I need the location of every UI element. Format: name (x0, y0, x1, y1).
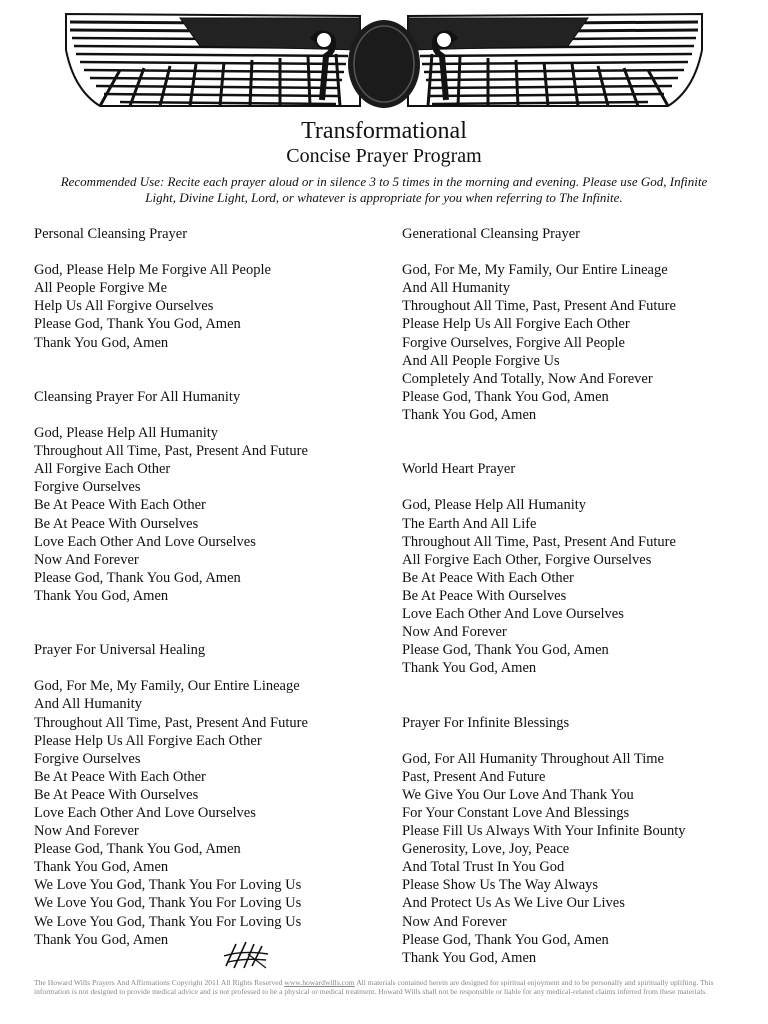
prayer-section (34, 388, 399, 605)
prayer-section (34, 225, 399, 352)
prayer-section (34, 641, 399, 949)
prayer-line: Be At Peace With Ourselves (34, 515, 199, 532)
prayer-line: Forgive Ourselves (34, 479, 141, 496)
prayer-section (402, 460, 767, 677)
prayer-line: Be At Peace With Each Other (34, 768, 206, 785)
prayer-line: Please God, Thank You God, Amen (34, 841, 241, 858)
prayer-heading: Prayer For Infinite Blessings (402, 714, 570, 731)
prayer-line: All Forgive Each Other (34, 461, 171, 478)
prayer-line: Forgive Ourselves (34, 750, 141, 767)
prayer-line: Help Us All Forgive Ourselves (34, 298, 214, 315)
prayer-line: Thank You God, Amen (34, 859, 169, 876)
prayer-heading: Cleansing Prayer For All Humanity (34, 388, 241, 405)
prayer-line: God, For Me, My Family, Our Entire Lineage (402, 262, 668, 279)
prayer-line: God, For Me, My Family, Our Entire Lineage (34, 678, 300, 695)
prayer-line: God, Please Help All Humanity (402, 497, 587, 514)
prayer-line: Throughout All Time, Past, Present And Future (402, 298, 676, 315)
prayer-line: Past, Present And Future (402, 768, 546, 785)
prayer-line: And All People Forgive Us (402, 352, 560, 369)
prayer-line: Be At Peace With Each Other (34, 497, 206, 514)
prayer-line: And All Humanity (402, 280, 510, 297)
prayer-line: We Love You God, Thank You For Loving Us (34, 877, 302, 894)
prayer-line: Be At Peace With Each Other (402, 569, 574, 586)
prayer-line: Please Help Us All Forgive Each Other (402, 316, 630, 333)
prayer-line: Throughout All Time, Past, Present And Future (34, 443, 308, 460)
prayer-line: All People Forgive Me (34, 280, 168, 297)
prayer-line: Thank You God, Amen (402, 660, 537, 677)
prayer-line: Now And Forever (34, 551, 139, 568)
footer-text: All materials contained herein are designed for spiritual enjoyment and to be personally and spiritually uplifting. This information is not designed to provide medical advice and is not professed to be a physical or medical treatment. Howard Wills shall not be responsible or liable for any medical-related claims inferred from these materials. (34, 978, 714, 996)
prayer-line: Be At Peace With Ourselves (402, 587, 567, 604)
website-link[interactable]: www.howardwills.com (284, 978, 355, 987)
prayer-line: Thank You God, Amen (402, 949, 537, 966)
prayer-line: Thank You God, Amen (34, 587, 169, 604)
recommended-use-note: Recommended Use: Recite each prayer aloud or in silence 3 to 5 times in the morning and evening. Please use God, Infinite Light, Divine Light, Lord, or whatever is appropriate for you when referring to The Infinite. (60, 174, 708, 205)
prayer-line: We Love You God, Thank You For Loving Us (34, 913, 302, 930)
prayer-line: Please God, Thank You God, Amen (402, 642, 609, 659)
prayer-heading: World Heart Prayer (402, 461, 516, 478)
prayer-line: God, For All Humanity Throughout All Time (402, 750, 664, 767)
prayer-line: Forgive Ourselves, Forgive All People (402, 334, 625, 351)
prayer-line: Throughout All Time, Past, Present And Future (402, 533, 676, 550)
prayer-line: The Earth And All Life (402, 515, 537, 532)
prayer-line: Please Fill Us Always With Your Infinite Bounty (402, 823, 686, 840)
prayer-line: We Love You God, Thank You For Loving Us (34, 895, 302, 912)
prayer-line: We Give You Our Love And Thank You (402, 786, 634, 803)
prayer-section (402, 714, 767, 967)
footer-text: The Howard Wills Prayers And Affirmations Copyright 2011 All Rights Reserved (34, 978, 285, 987)
prayer-line: Love Each Other And Love Ourselves (34, 805, 256, 821)
prayer-line: Now And Forever (402, 913, 507, 930)
prayer-line: God, Please Help Me Forgive All People (34, 262, 271, 279)
prayer-heading: Personal Cleansing Prayer (34, 226, 188, 242)
prayer-line: Be At Peace With Ourselves (34, 786, 199, 803)
prayer-line: Please God, Thank You God, Amen (34, 569, 241, 586)
page-title: Transformational (301, 118, 467, 144)
prayer-line: Now And Forever (402, 624, 507, 641)
prayer-section (402, 225, 767, 424)
signature-mark-icon (222, 938, 270, 972)
prayer-line: Completely And Totally, Now And Forever (402, 370, 653, 387)
prayer-line: And Total Trust In You God (402, 859, 565, 876)
prayer-heading: Generational Cleansing Prayer (402, 226, 580, 242)
prayer-line: And All Humanity (34, 696, 142, 713)
prayer-heading: Prayer For Universal Healing (34, 642, 206, 659)
prayer-line: Thank You God, Amen (34, 931, 169, 948)
prayer-line: Generosity, Love, Joy, Peace (402, 841, 570, 858)
prayer-line: God, Please Help All Humanity (34, 425, 219, 442)
prayer-line: Thank You God, Amen (402, 406, 537, 423)
winged-disk-emblem-icon (60, 10, 708, 118)
prayer-line: Throughout All Time, Past, Present And Future (34, 714, 308, 731)
prayer-line: Please God, Thank You God, Amen (402, 388, 609, 405)
prayer-line: Love Each Other And Love Ourselves (34, 533, 256, 550)
prayer-line: Please Help Us All Forgive Each Other (34, 732, 262, 749)
prayer-line: All Forgive Each Other, Forgive Ourselves (402, 551, 652, 568)
prayer-line: And Protect Us As We Live Our Lives (402, 895, 625, 912)
prayer-line: For Your Constant Love And Blessings (402, 805, 630, 821)
prayer-line: Love Each Other And Love Ourselves (402, 605, 624, 622)
left-column (34, 225, 399, 949)
prayer-line: Now And Forever (34, 823, 139, 840)
footer-disclaimer (34, 978, 744, 996)
page-subtitle: Concise Prayer Program (286, 145, 482, 167)
prayer-line: Please God, Thank You God, Amen (402, 931, 609, 948)
prayer-line: Please Show Us The Way Always (402, 877, 599, 894)
prayer-line: Please God, Thank You God, Amen (34, 316, 241, 333)
right-column (402, 225, 767, 967)
prayer-line: Thank You God, Amen (34, 334, 169, 351)
